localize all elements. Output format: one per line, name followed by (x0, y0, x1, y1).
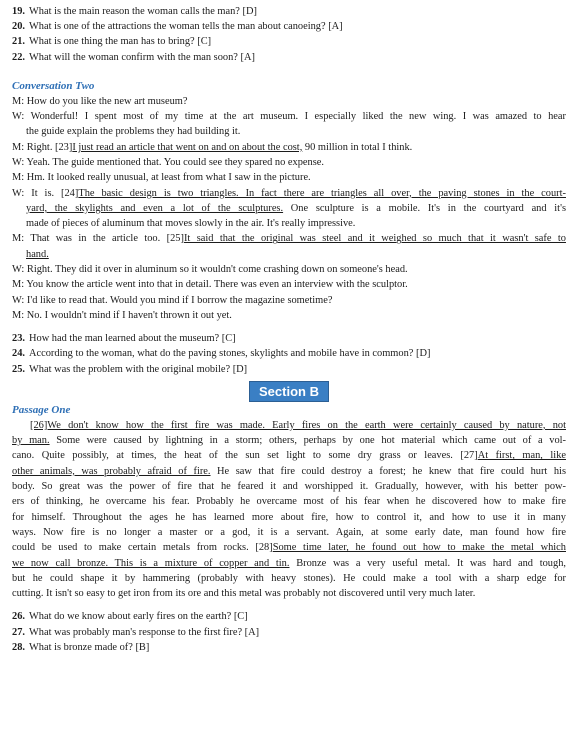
dialogue-line: yard, the skylights and even a lot of the sculptures. One sculpture is a mobile. It's in the courtyard and it's (26, 202, 566, 214)
question-item: 25. What was the problem with the original mobile? [D] (12, 363, 248, 375)
section-b-title: Section B (249, 381, 329, 402)
dialogue-line: M: How do you like the new art museum? (12, 95, 188, 107)
question-item: 19. What is the main reason the woman calls the man? [D] (12, 6, 257, 17)
section-b-banner (12, 381, 566, 402)
dialogue-line: W: It is. [24]The basic design is two triangles. In fact there are triangles all over, the paving stones in the court- (12, 187, 566, 199)
question-item: 27. What was probably man's response to the first fire? [A] (12, 626, 260, 638)
dialogue-line: W: Right. They did it over in aluminum so it wouldn't come crashing down on someone's head. (12, 264, 408, 276)
passage-line: cano. Quite possibly, at times, the heat of the sun set light to some dry grass or leaves. [27]At first, man, like (12, 450, 566, 462)
passage-line: by man. Some were caused by lightning in a storm; others, perhaps by one hot material which came out of a vol- (12, 435, 566, 447)
question-list-top (12, 4, 566, 65)
question-item: 22. What will the woman confirm with the man soon? [A] (12, 51, 255, 63)
passage-line: for himself. Throughout the ages he has learned more about fire, how to control it, and how to use it in many (12, 511, 566, 523)
dialogue-line: M: That was in the article too. [25]It said that the original was steel and it weighed so much that it wasn't safe to (12, 233, 566, 245)
passage-line: cutting. It isn't so easy to get iron from its ore and this metal was probably not discovered until very much later. (12, 588, 476, 600)
question-list-mid (12, 331, 566, 377)
passage-one-text (12, 418, 566, 602)
passage-line: other animals, was probably afraid of fire. He saw that fire could destroy a forest; he knew that fire could hurt his (12, 465, 566, 477)
passage-line: ers of thinking, he overcame his fear. Probably he overcame most of his fear when he discovered how to make fire (12, 496, 566, 508)
dialogue-line: W: Wonderful! I spent most of my time at the art museum. I especially liked the new wing. I was amazed to hear (12, 111, 566, 123)
dialogue-line: W: I'd like to read that. Would you mind if I borrow the magazine sometime? (12, 294, 333, 306)
question-item: 20. What is one of the attractions the woman tells the man about canoeing? [A] (12, 21, 343, 33)
passage-line: but he could shape it by hammering (probably with heavy stones). He could make a tool with a sharp edge for (12, 572, 566, 584)
passage-line: body. So great was the power of fire that he feared it and worshipped it. Gradually, however, with his better pow- (12, 481, 566, 493)
question-item: 23. How had the man learned about the museum? [C] (12, 333, 236, 345)
dialogue-line: made of pieces of aluminum that moves slowly in the air. It's really impressive. (26, 218, 356, 230)
passage-one-heading: Passage One (12, 403, 71, 416)
conversation-two-heading: Conversation Two (12, 79, 95, 92)
dialogue-line: M: Right. [23]I just read an article that went on and on about the cost, 90 million in total I think. (12, 141, 413, 153)
question-item: 21. What is one thing the man has to bring? [C] (12, 36, 212, 48)
passage-line: [26]We don't know how the first fire was made. Early fires on the earth were certainly caused by nature, not (30, 419, 566, 431)
question-list-bottom (12, 609, 566, 655)
dialogue-line: W: Yeah. The guide mentioned that. You could see they spared no expense. (12, 157, 324, 168)
dialogue-line: hand. (26, 248, 49, 260)
question-item: 26. What do we know about early fires on the earth? [C] (12, 611, 248, 623)
question-item: 28. What is bronze made of? [B] (12, 641, 150, 653)
conversation-transcript (12, 94, 566, 323)
dialogue-line: M: Hm. It looked really unusual, at least from what I saw in the picture. (12, 172, 311, 184)
question-item: 24. According to the woman, what do the paving stones, skylights and mobile have in common? [D] (12, 348, 431, 360)
passage-line: we now call bronze. This is a mixture of copper and tin. Bronze was a very useful metal. It was hard and tough, (12, 557, 566, 569)
dialogue-line: M: No. I wouldn't mind if I haven't thrown it out yet. (12, 309, 232, 321)
passage-line: ways. Now fire is no longer a master or a god, it is a servant. Again, at some early date, man found how fire (12, 526, 566, 538)
dialogue-line: the guide explain the problems they had building it. (26, 126, 241, 138)
passage-line: could be used to make certain metals from rocks. [28]Some time later, he found out how to make the metal which (12, 542, 566, 554)
dialogue-line: M: You know the article went into that in detail. There was even an interview with the sculptor. (12, 279, 408, 291)
